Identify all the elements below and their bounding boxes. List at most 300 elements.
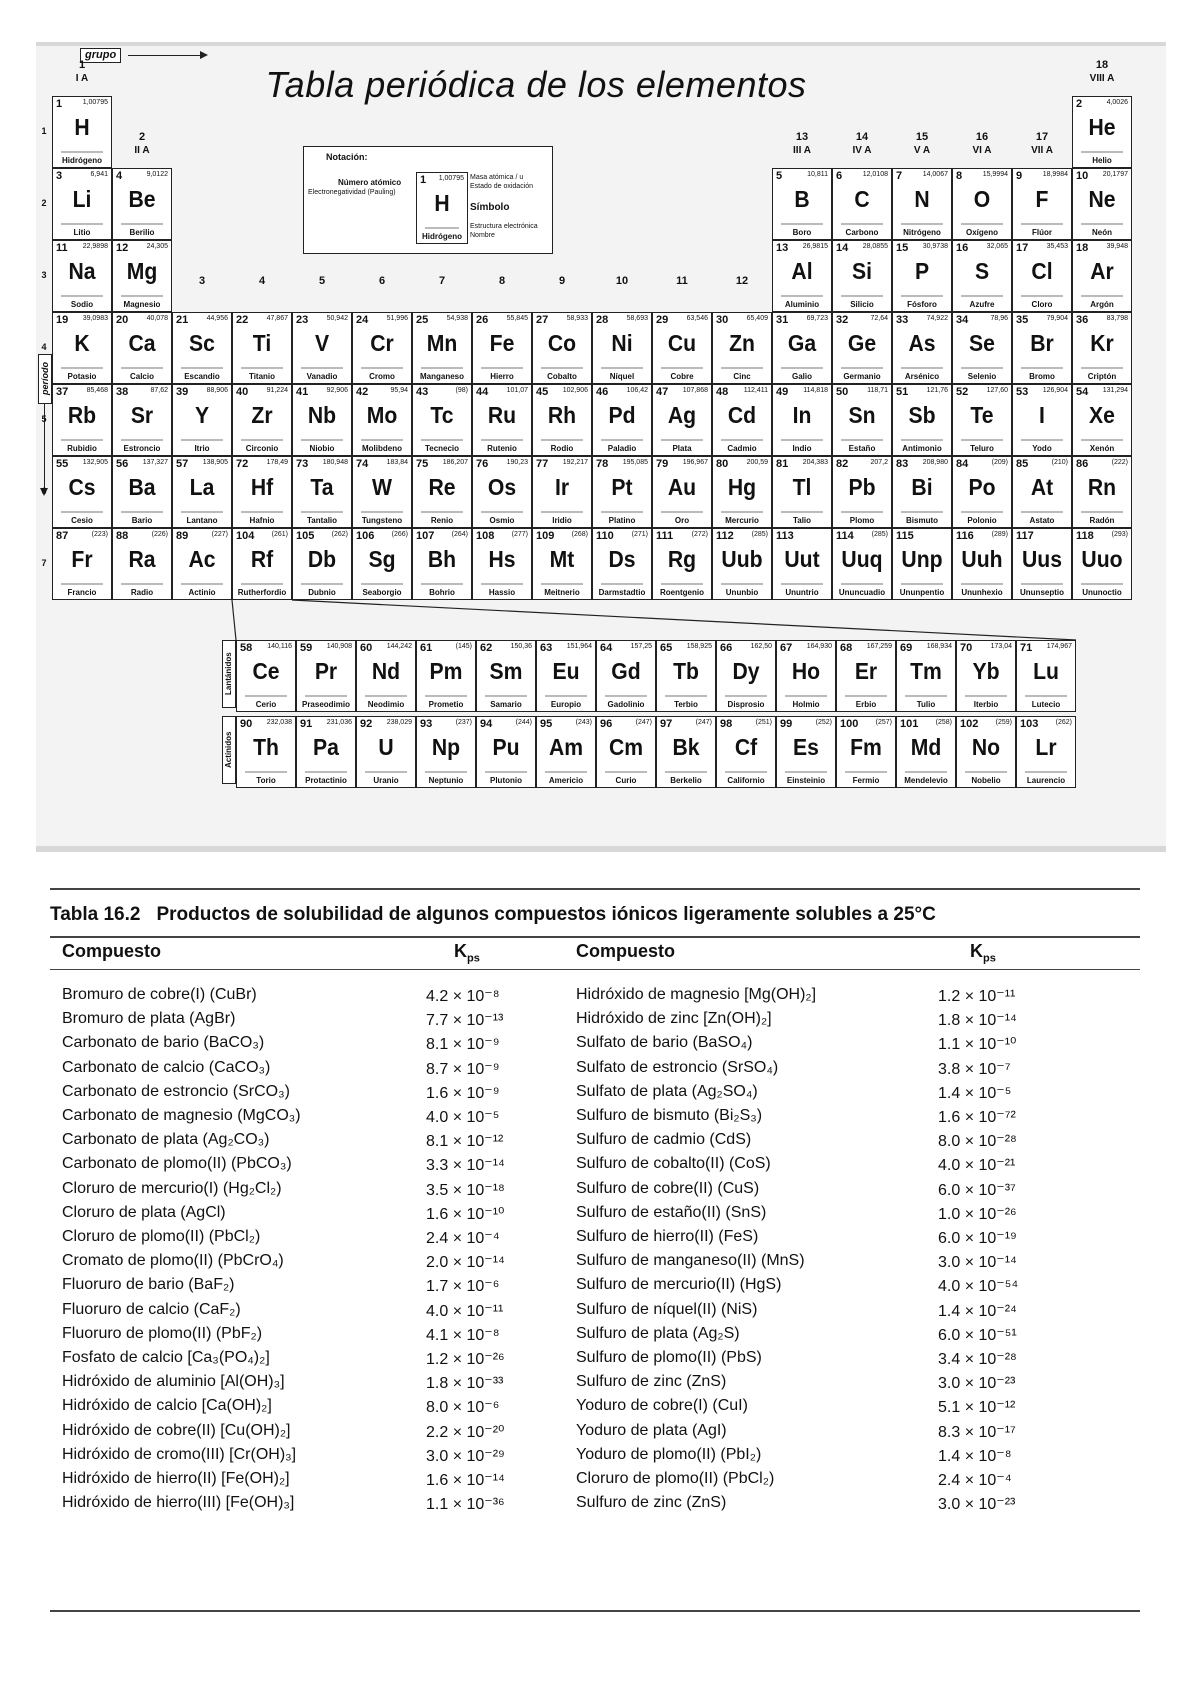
element-cell-ca xyxy=(112,312,172,384)
element-number: 16 xyxy=(956,242,969,254)
element-mass: 196,967 xyxy=(682,459,708,466)
electron-config xyxy=(413,365,471,371)
element-cell-pr xyxy=(296,640,356,712)
element-name: Galio xyxy=(791,372,812,381)
element-mass: 44,956 xyxy=(206,315,228,322)
ksp-value: 7.7 × 10⁻¹³ xyxy=(426,1012,504,1030)
electron-config xyxy=(1073,221,1131,227)
element-cell-cf xyxy=(716,716,776,788)
electron-config xyxy=(713,437,771,443)
group-header-14 xyxy=(832,130,892,158)
element-number: 98 xyxy=(720,718,733,730)
group-number: 9 xyxy=(558,275,566,287)
element-cell-ho xyxy=(776,640,836,712)
group-header-3 xyxy=(172,274,232,288)
ksp-value: 1.2 × 10⁻¹¹ xyxy=(938,988,1016,1005)
compound-name: Fluoruro de bario (BaF₂) xyxy=(62,1276,235,1294)
table-row xyxy=(62,1470,562,1496)
element-mass: (227) xyxy=(211,531,228,538)
electron-config xyxy=(713,365,771,371)
ksp-value: 4.0 × 10⁻⁵ xyxy=(426,1109,500,1126)
compound-name: Fosfato de calcio [Ca₃(PO₄)₂] xyxy=(62,1349,270,1366)
element-cell-mn xyxy=(412,312,472,384)
element-mass: 192,217 xyxy=(562,459,588,466)
electron-config xyxy=(113,293,171,299)
element-name: Ununhexio xyxy=(961,588,1003,597)
electron-config xyxy=(53,581,111,587)
element-number: 9 xyxy=(1016,170,1023,182)
compound-name: Hidróxido de hierro(II) [Fe(OH)₂] xyxy=(62,1470,290,1487)
electron-config xyxy=(233,509,291,515)
element-cell-rn xyxy=(1072,456,1132,528)
element-number: 37 xyxy=(56,386,69,398)
period-number: 4 xyxy=(41,342,47,352)
electron-config xyxy=(53,293,111,299)
element-symbol: Ho xyxy=(791,658,821,684)
element-cell-na xyxy=(52,240,112,312)
element-cell-mt xyxy=(532,528,592,600)
period-number: 5 xyxy=(41,414,47,424)
notation-name: Nombre xyxy=(470,232,495,239)
element-mass: 158,925 xyxy=(686,643,712,650)
electron-config xyxy=(1073,149,1131,155)
element-symbol: Bk xyxy=(672,734,700,760)
ksp-symbol: K xyxy=(454,941,467,961)
element-number: 50 xyxy=(836,386,849,398)
element-cell-ce xyxy=(236,640,296,712)
group-roman: II A xyxy=(134,145,150,156)
group-number: 6 xyxy=(378,275,386,287)
element-cell-in xyxy=(772,384,832,456)
element-mass: 127,60 xyxy=(986,387,1008,394)
element-symbol: Uut xyxy=(784,546,820,572)
element-mass: 95,94 xyxy=(390,387,408,394)
notation-atomic-number: Número atómico xyxy=(338,178,402,187)
element-mass: 50,942 xyxy=(326,315,348,322)
element-mass: (264) xyxy=(451,531,468,538)
element-cell-uub xyxy=(712,528,772,600)
element-cell-tm xyxy=(896,640,956,712)
element-symbol: Pr xyxy=(314,658,338,684)
compound-name: Sulfuro de estaño(II) (SnS) xyxy=(576,1203,767,1221)
ksp-value: 2.0 × 10⁻¹⁴ xyxy=(426,1254,505,1272)
compound-name: Cloruro de mercurio(I) (Hg₂Cl₂) xyxy=(62,1179,282,1197)
electron-config xyxy=(833,293,891,299)
element-symbol: In xyxy=(792,402,812,428)
element-cell-ba xyxy=(112,456,172,528)
element-name: Terbio xyxy=(674,700,698,709)
element-mass: 131,294 xyxy=(1102,387,1128,394)
table-row xyxy=(576,1059,1076,1085)
electron-config xyxy=(773,509,831,515)
element-mass: 35,453 xyxy=(1046,243,1068,250)
electron-config xyxy=(417,693,475,699)
element-number: 105 xyxy=(296,530,315,542)
ksp-value: 6.0 × 10⁻³⁷ xyxy=(938,1181,1016,1199)
element-number: 44 xyxy=(476,386,489,398)
element-cell-cs xyxy=(52,456,112,528)
table-row xyxy=(576,986,1076,1012)
element-number: 33 xyxy=(896,314,909,326)
element-cell-h xyxy=(52,96,112,168)
f-block-connector-line xyxy=(232,600,236,640)
element-name: Escandio xyxy=(184,372,220,381)
element-name: Titanio xyxy=(248,372,276,381)
element-name: Litio xyxy=(73,228,91,237)
element-symbol: Ge xyxy=(847,330,877,356)
element-cell-al xyxy=(772,240,832,312)
element-cell-ne xyxy=(1072,168,1132,240)
element-cell-sn xyxy=(832,384,892,456)
element-name: Ununpentio xyxy=(899,588,945,597)
electron-config xyxy=(1013,437,1071,443)
element-name: Californio xyxy=(727,776,765,785)
table-row xyxy=(576,1325,1076,1351)
electron-config xyxy=(953,365,1011,371)
notation-atomic-mass: Masa atómica / u xyxy=(470,174,524,181)
element-symbol: C xyxy=(854,186,870,212)
table-row xyxy=(576,1470,1076,1496)
element-cell-b xyxy=(772,168,832,240)
element-number: 35 xyxy=(1016,314,1029,326)
ksp-value: 5.1 × 10⁻¹² xyxy=(938,1399,1016,1417)
element-number: 103 xyxy=(1020,718,1039,730)
electron-config xyxy=(893,509,951,515)
element-name: Molibdeno xyxy=(362,444,402,453)
element-symbol: Sc xyxy=(189,330,215,356)
element-mass: 107,868 xyxy=(682,387,708,394)
electron-config xyxy=(473,437,531,443)
element-name: Magnesio xyxy=(123,300,161,309)
element-name: Manganeso xyxy=(419,372,464,381)
table-row xyxy=(576,1083,1076,1109)
electron-config xyxy=(713,509,771,515)
electron-config xyxy=(357,769,415,775)
element-symbol: K xyxy=(74,330,90,356)
electron-config xyxy=(1073,365,1131,371)
element-cell-n xyxy=(892,168,952,240)
element-number: 114 xyxy=(836,530,854,542)
electron-config xyxy=(833,437,891,443)
electron-config xyxy=(893,437,951,443)
element-number: 115 xyxy=(896,530,914,542)
electron-config xyxy=(773,365,831,371)
table-row xyxy=(576,1422,1076,1448)
element-number: 27 xyxy=(536,314,549,326)
element-mass: 150,36 xyxy=(510,643,532,650)
element-symbol: Ni xyxy=(611,330,633,356)
group-number: 7 xyxy=(438,275,446,287)
element-number: 97 xyxy=(660,718,673,730)
element-number: 60 xyxy=(360,642,373,654)
element-symbol: Cr xyxy=(370,330,394,356)
element-symbol: Al xyxy=(791,258,813,284)
element-mass: 138,905 xyxy=(202,459,228,466)
compound-name: Sulfuro de mercurio(II) (HgS) xyxy=(576,1276,782,1294)
element-cell-be xyxy=(112,168,172,240)
element-symbol: Pd xyxy=(608,402,636,428)
element-symbol: Ds xyxy=(608,546,636,572)
group-header-8 xyxy=(472,274,532,288)
electron-config xyxy=(473,581,531,587)
element-number: 94 xyxy=(480,718,493,730)
element-number: 68 xyxy=(840,642,853,654)
electron-config xyxy=(1013,581,1071,587)
ksp-value: 1.0 × 10⁻²⁶ xyxy=(938,1205,1017,1223)
element-symbol: Ru xyxy=(487,402,517,428)
electron-config xyxy=(1013,509,1071,515)
ksp-value: 4.0 × 10⁻²¹ xyxy=(938,1157,1016,1175)
element-symbol: Uub xyxy=(721,546,763,572)
element-mass: 112,411 xyxy=(743,387,768,394)
electron-config xyxy=(593,437,651,443)
group-number: 8 xyxy=(498,275,506,287)
element-mass: 40,078 xyxy=(146,315,168,322)
element-name: Paladio xyxy=(607,444,637,453)
element-symbol: F xyxy=(1035,186,1049,212)
element-symbol: U xyxy=(378,734,394,760)
electron-config xyxy=(293,437,351,443)
electron-config xyxy=(953,221,1011,227)
ksp-value: 3.5 × 10⁻¹⁸ xyxy=(426,1181,505,1199)
electron-config xyxy=(957,769,1015,775)
element-cell-zn xyxy=(712,312,772,384)
electron-config xyxy=(1013,221,1071,227)
element-cell-au xyxy=(652,456,712,528)
element-number: 53 xyxy=(1016,386,1029,398)
element-name: Seaborgio xyxy=(362,588,402,597)
element-number: 49 xyxy=(776,386,789,398)
table-row xyxy=(576,1494,1076,1520)
element-number: 95 xyxy=(540,718,553,730)
group-header-13 xyxy=(772,130,832,158)
element-mass: (251) xyxy=(755,719,772,726)
electron-config xyxy=(1017,769,1075,775)
element-name: Bromo xyxy=(1029,372,1055,381)
electron-config xyxy=(657,693,715,699)
element-symbol: Pm xyxy=(429,658,463,684)
element-name: Cerio xyxy=(255,700,277,709)
element-symbol: Lu xyxy=(1033,658,1059,684)
element-symbol: Fm xyxy=(850,734,882,760)
element-name: Helio xyxy=(1092,156,1112,165)
element-symbol: Th xyxy=(253,734,279,760)
element-symbol: No xyxy=(971,734,1001,760)
element-name: Hierro xyxy=(490,372,514,381)
actinides-label: Actínidos xyxy=(222,716,236,784)
element-mass: 204,383 xyxy=(802,459,828,466)
element-symbol: Md xyxy=(910,734,942,760)
element-number: 36 xyxy=(1076,314,1089,326)
element-symbol: Rb xyxy=(67,402,97,428)
col-header-compound-right: Compuesto xyxy=(576,941,675,961)
element-mass: 6,941 xyxy=(90,171,108,178)
element-mass: (262) xyxy=(1055,719,1072,726)
element-cell-p xyxy=(892,240,952,312)
group-header-15 xyxy=(892,130,952,158)
element-mass: 151,964 xyxy=(566,643,592,650)
table-row xyxy=(576,1107,1076,1133)
group-header-2 xyxy=(112,130,172,158)
element-number: 89 xyxy=(176,530,189,542)
element-cell-db xyxy=(292,528,352,600)
ksp-value: 3.8 × 10⁻⁷ xyxy=(938,1060,1011,1078)
electron-config xyxy=(237,693,295,699)
element-symbol: Uuq xyxy=(841,546,883,572)
group-header-1 xyxy=(52,58,112,86)
element-mass: (285) xyxy=(871,531,888,538)
element-number: 93 xyxy=(420,718,433,730)
electron-config xyxy=(477,693,535,699)
element-symbol: Tc xyxy=(430,402,454,428)
element-number: 42 xyxy=(356,386,369,398)
electron-config xyxy=(593,581,651,587)
element-name: Aluminio xyxy=(784,300,820,309)
element-name: Astato xyxy=(1029,516,1055,525)
ksp-symbol: K xyxy=(970,941,983,961)
element-number: 86 xyxy=(1076,458,1089,470)
element-number: 63 xyxy=(540,642,553,654)
element-number: 72 xyxy=(236,458,249,470)
element-number: 83 xyxy=(896,458,909,470)
electron-config xyxy=(717,693,775,699)
element-cell-re xyxy=(412,456,472,528)
element-cell-gd xyxy=(596,640,656,712)
table-row xyxy=(62,1034,562,1060)
element-name: Erbio xyxy=(855,700,877,709)
ksp-value: 1.6 × 10⁻¹⁰ xyxy=(426,1205,505,1223)
ksp-value: 1.6 × 10⁻⁹ xyxy=(426,1084,500,1102)
element-mass: 58,933 xyxy=(566,315,588,322)
element-cell-cu xyxy=(652,312,712,384)
element-number: 75 xyxy=(416,458,429,470)
element-cell-v xyxy=(292,312,352,384)
periodic-table-title: Tabla periódica de los elementos xyxy=(265,64,807,105)
ksp-value: 1.8 × 10⁻¹⁴ xyxy=(938,1012,1017,1030)
element-cell-rf xyxy=(232,528,292,600)
element-symbol: Li xyxy=(72,186,92,212)
element-number: 76 xyxy=(476,458,489,470)
element-symbol: Rn xyxy=(1087,474,1117,500)
compound-name: Hidróxido de aluminio [Al(OH)₃] xyxy=(62,1373,285,1391)
element-number: 106 xyxy=(356,530,375,542)
element-number: 28 xyxy=(596,314,609,326)
group-number: 3 xyxy=(198,275,206,287)
electron-config xyxy=(533,365,591,371)
element-symbol: Te xyxy=(970,402,994,428)
element-number: 84 xyxy=(956,458,969,470)
element-mass: (259) xyxy=(995,719,1012,726)
element-cell-ac xyxy=(172,528,232,600)
electron-config xyxy=(833,509,891,515)
element-name: Potasio xyxy=(67,372,97,381)
element-cell-hf xyxy=(232,456,292,528)
element-number: 91 xyxy=(300,718,313,730)
element-name: Mendelevio xyxy=(904,776,948,785)
element-number: 107 xyxy=(416,530,435,542)
element-symbol: Ir xyxy=(554,474,570,500)
element-number: 14 xyxy=(836,242,849,254)
compound-name: Sulfuro de hierro(II) (FeS) xyxy=(576,1228,759,1245)
electron-config xyxy=(473,365,531,371)
element-name: Niobio xyxy=(309,444,335,453)
compound-name: Bromuro de plata (AgBr) xyxy=(62,1010,236,1028)
element-name: Tulio xyxy=(916,700,936,709)
ksp-value: 1.6 × 10⁻⁷² xyxy=(938,1109,1016,1126)
element-mass: 10,811 xyxy=(807,171,828,178)
element-name: Renio xyxy=(430,516,454,525)
element-mass: (243) xyxy=(575,719,592,726)
element-symbol: Sb xyxy=(908,402,936,428)
element-name: Curio xyxy=(615,776,637,785)
element-cell-no xyxy=(956,716,1016,788)
element-cell-co xyxy=(532,312,592,384)
compound-name: Bromuro de cobre(I) (CuBr) xyxy=(62,986,257,1003)
element-cell-ds xyxy=(592,528,652,600)
table-row xyxy=(62,1397,562,1423)
element-number: 10 xyxy=(1076,170,1089,182)
element-mass: 232,038 xyxy=(266,719,292,726)
group-roman: VI A xyxy=(972,145,992,156)
element-symbol: Ac xyxy=(188,546,216,572)
element-symbol: Ne xyxy=(1088,186,1116,212)
compound-name: Carbonato de magnesio (MgCO₃) xyxy=(62,1107,301,1124)
element-cell-se xyxy=(952,312,1012,384)
group-header-6 xyxy=(352,274,412,288)
electron-config xyxy=(237,769,295,775)
table-row xyxy=(62,1204,562,1230)
table-row xyxy=(62,1276,562,1302)
element-mass: 63,546 xyxy=(686,315,708,322)
element-number: 116 xyxy=(956,530,974,542)
element-symbol: Br xyxy=(1030,330,1054,356)
element-cell-ag xyxy=(652,384,712,456)
element-number: 113 xyxy=(776,530,794,542)
element-cell-ru xyxy=(472,384,532,456)
element-name: Lutecio xyxy=(1031,700,1061,709)
element-cell-hs xyxy=(472,528,532,600)
element-number: 78 xyxy=(596,458,609,470)
element-name: Bario xyxy=(131,516,153,525)
electron-config xyxy=(233,365,291,371)
ksp-value: 1.2 × 10⁻²⁶ xyxy=(426,1351,505,1368)
element-number: 3 xyxy=(56,170,63,182)
table-row xyxy=(576,1252,1076,1278)
element-symbol: Uuo xyxy=(1081,546,1123,572)
group-roman: V A xyxy=(913,145,931,156)
element-mass: 14,0067 xyxy=(922,171,948,178)
electron-config xyxy=(113,365,171,371)
element-mass: (257) xyxy=(875,719,892,726)
electron-config xyxy=(293,581,351,587)
element-mass: 83,798 xyxy=(1106,315,1128,322)
element-number: 64 xyxy=(600,642,613,654)
electron-config xyxy=(53,437,111,443)
lanthanides-label: Lantánidos xyxy=(222,640,236,708)
element-name: Cobalto xyxy=(547,372,577,381)
element-cell-li xyxy=(52,168,112,240)
element-mass: (268) xyxy=(571,531,588,538)
electron-config xyxy=(533,437,591,443)
element-mass: 168,934 xyxy=(926,643,952,650)
group-header-5 xyxy=(292,274,352,288)
element-cell-ge xyxy=(832,312,892,384)
element-number: 55 xyxy=(56,458,69,470)
element-cell-uuh xyxy=(952,528,1012,600)
header-top-rule xyxy=(50,936,1140,938)
element-cell-ga xyxy=(772,312,832,384)
element-mass: (247) xyxy=(635,719,652,726)
